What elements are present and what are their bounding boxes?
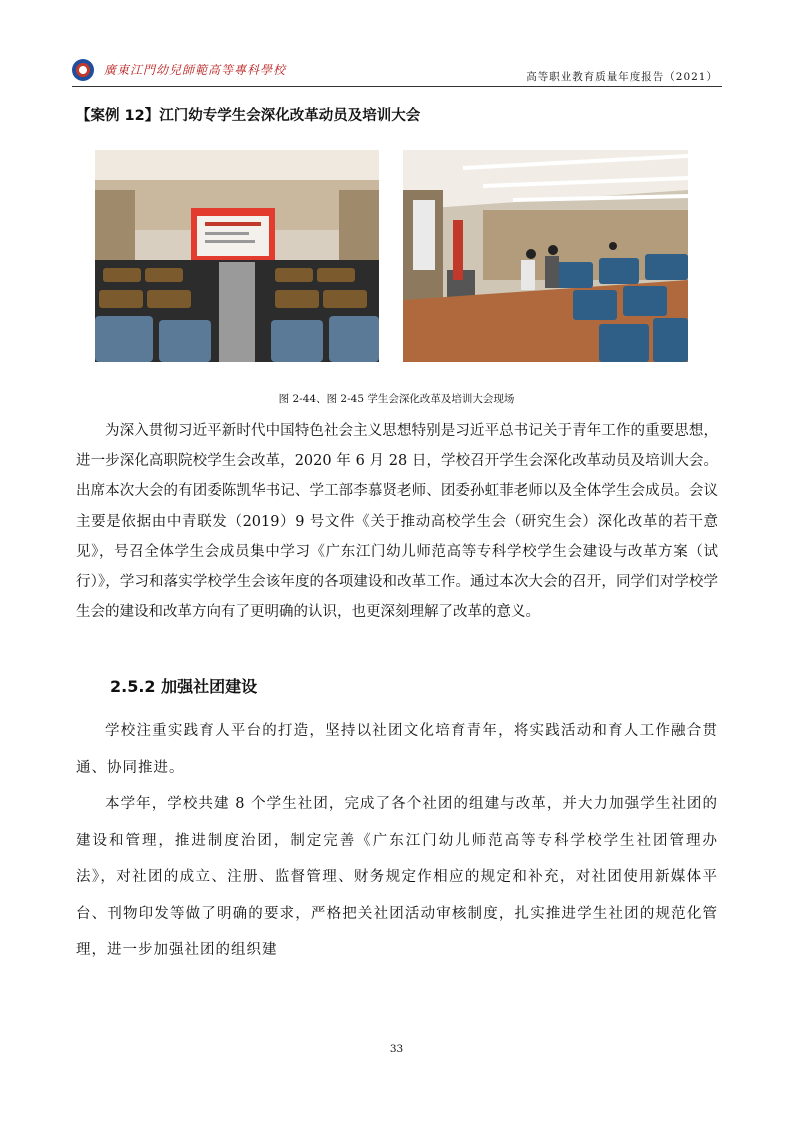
case-title: 【案例 12】江门幼专学生会深化改革动员及培训大会: [76, 108, 421, 124]
meeting-photo-front-view: [95, 150, 379, 362]
page-header: [72, 56, 722, 87]
paragraph-student-clubs: 本学年，学校共建 8 个学生社团，完成了各个社团的组建与改革，并大力加强学生社团的建设和管理，推进制度治团，制定完善《广东江门幼儿师范高等专科学校学生社团管理办法》，对社团的成立、注册、监督管理、财务规定作相应的规定和补充，对社团使用新媒体平台、刊物印发等做了明确的要求，严格把关社团活动审核制度，扎实推进学生社团的规范化管理，进一步加强社团的组织建: [76, 796, 718, 958]
section-heading: 2.5.2 加强社团建设: [110, 677, 258, 696]
school-name: 廣東江門幼兒師範高等專科學校: [104, 63, 287, 77]
paragraph-practice-platform: 学校注重实践育人平台的打造，坚持以社团文化培育青年，将实践活动和育人工作融合贯通、协同推进。: [76, 723, 718, 776]
page-number: 33: [389, 1043, 404, 1055]
meeting-photo-side-view: [403, 150, 688, 362]
school-logo: [72, 59, 94, 81]
figure-caption: 图 2-44、图 2-45 学生会深化改革及培训大会现场: [278, 393, 515, 405]
paragraph-student-union-meeting: 为深入贯彻习近平新时代中国特色社会主义思想特别是习近平总书记关于青年工作的重要思想，进一步深化高职院校学生会改革，2020 年 6 月 28 日，学校召开学生会深化改革动员及培训大会。出席本次大会的有团委陈凯华书记、学工部李慕贤老师、团委孙虹菲老师以及全体学生会成员。会议主要是依据由中青联发（2019）9 号文件《关于推动高校学生会（研究生会）深化改革的若干意见》，号召全体学生会成员集中学习《广东江门幼儿师范高等专科学校学生会建设与改革方案（试行）》，学习和落实学校学生会该年度的各项建设和改革工作。通过本次大会的召开，同学们对学校学生会的建设和改革方向有了更明确的认识，也更深刻理解了改革的意义。: [76, 423, 718, 621]
report-title: 高等职业教育质量年度报告（2021）: [526, 71, 718, 83]
